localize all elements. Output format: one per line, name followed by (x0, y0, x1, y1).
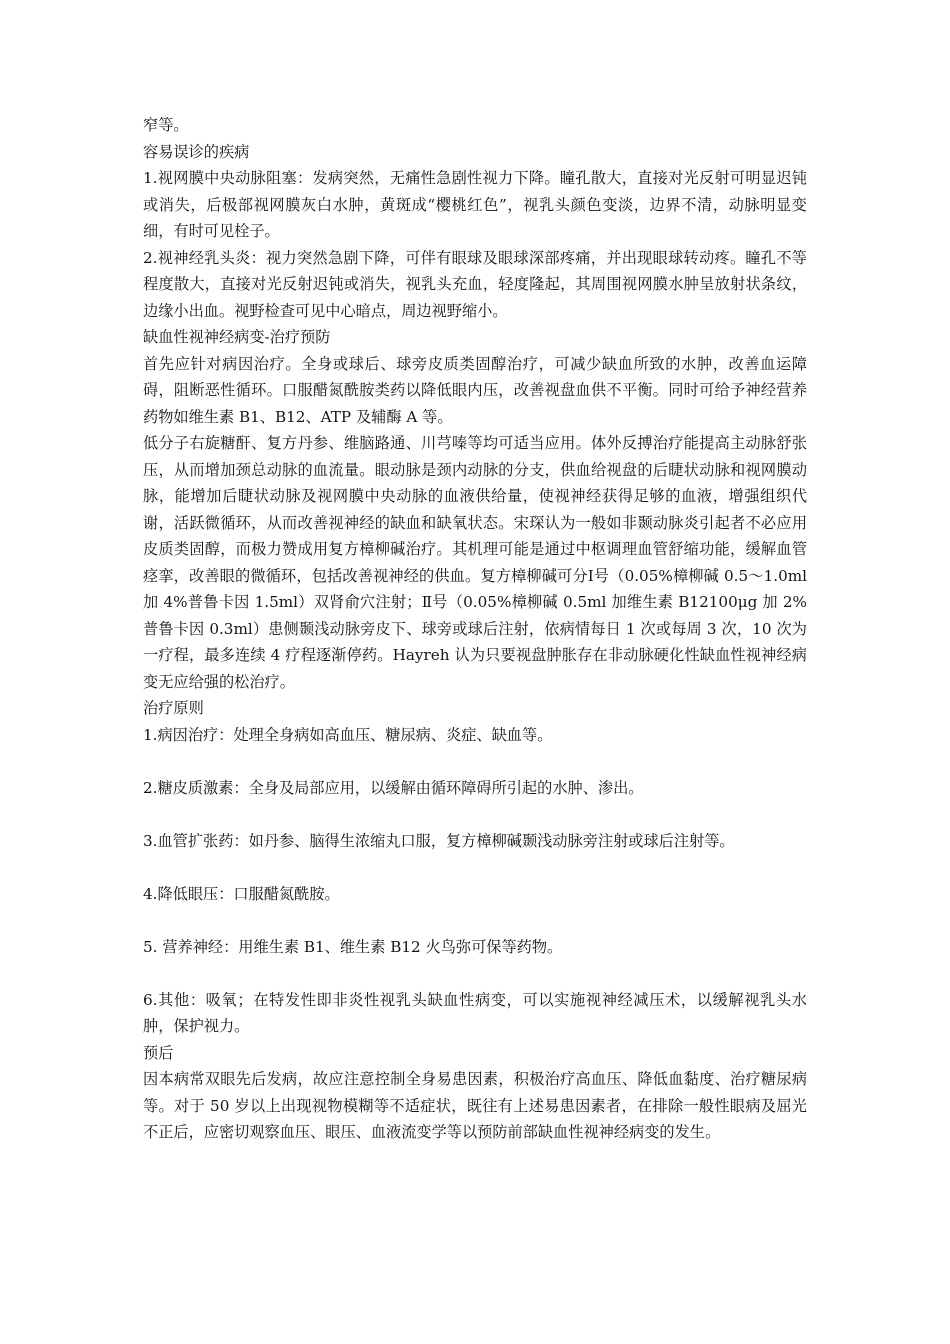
principle-item-5: 5. 营养神经：用维生素 B1、维生素 B12 火鸟弥可保等药物。 (143, 937, 563, 956)
section-heading-treatment-principles: 治疗原则 (143, 699, 204, 717)
document-page (143, 112, 807, 1146)
principle-item-4: 4.降低眼压：口服醋氮酰胺。 (143, 884, 340, 903)
principle-item-6: 6.其他：吸氧；在特发性即非炎性视乳头缺血性病变，可以实施视神经减压术，以缓解视乳头水肿，保护视力。 (143, 990, 807, 1035)
paragraph-papillitis: 2.视神经乳头炎：视力突然急剧下降，可伴有眼球及眼球深部疼痛，并出现眼球转动疼。瞳孔不等程度散大，直接对光反射迟钝或消失，视乳头充血，轻度隆起，其周围视网膜水肿呈放射状条纹，边缘小出血。视野检查可见中心暗点，周边视野缩小。 (143, 248, 807, 320)
principle-item-1: 1.病因治疗：处理全身病如高血压、糖尿病、炎症、缺血等。 (143, 725, 553, 744)
section-heading-treatment-prevention: 缺血性视神经病变-治疗预防 (143, 328, 331, 346)
section-heading-prognosis: 预后 (143, 1043, 174, 1062)
principle-item-2: 2.糖皮质激素：全身及局部应用，以缓解由循环障碍所引起的水肿、渗出。 (143, 778, 644, 797)
paragraph-prognosis: 因本病常双眼先后发病，故应注意控制全身易患因素，积极治疗高血压、降低血黏度、治疗糖尿病等。对于 50 岁以上出现视物模糊等不适症状，既往有上述易患因素者，在排除一般性眼病及屈光不正后，应密切观察血压、眼压、血液流变学等以预防前部缺血性视神经病变的发生。 (143, 1070, 807, 1141)
paragraph-continuation: 窄等。 (143, 116, 189, 134)
paragraph-drug-therapy: 低分子右旋糖酐、复方丹参、维脑路通、川芎嗪等均可适当应用。体外反搏治疗能提高主动脉舒张压，从而增加颈总动脉的血流量。眼动脉是颈内动脉的分支，供血给视盘的后睫状动脉和视网膜动脉，能增加后睫状动脉及视网膜中央动脉的血液供给量，使视神经获得足够的血液，增强组织代谢，活跃微循环，从而改善视神经的缺血和缺氧状态。宋琛认为一般如非颞动脉炎引起者不必应用皮质类固醇，而极力赞成用复方樟柳碱治疗。其机理可能是通过中枢调理血管舒缩功能，缓解血管痉挛，改善眼的微循环，包括改善视神经的供血。复方樟柳碱可分Ⅰ号（0.05%樟柳碱 0.5～1.0ml 加 4%普鲁卡因 1.5ml）双肾俞穴注射；Ⅱ号（0.05%樟柳碱 0.5ml 加维生素 B12100μg 加 2%普鲁卡因 0.3ml）患侧颞浅动脉旁皮下、球旁或球后注射，依病情每日 1 次或每周 3 次，10 次为一疗程，最多连续 4 疗程逐渐停药。Hayreh 认为只要视盘肿胀存在非动脉硬化性缺血性视神经病变无应给强的松治疗。 (143, 434, 807, 691)
section-heading-misdiagnosis: 容易误诊的疾病 (143, 142, 250, 161)
paragraph-etiology-treatment: 首先应针对病因治疗。全身或球后、球旁皮质类固醇治疗，可减少缺血所致的水肿，改善血运障碍，阻断恶性循环。口服醋氮酰胺类药以降低眼内压，改善视盘血供不平衡。同时可给予神经营养药物如维生素 B1、B12、ATP 及辅酶 A 等。 (143, 354, 807, 426)
paragraph-crao: 1.视网膜中央动脉阻塞：发病突然，无痛性急剧性视力下降。瞳孔散大，直接对光反射可明显迟钝或消失，后极部视网膜灰白水肿，黄斑成“樱桃红色”，视乳头颜色变淡，边界不清，动脉明显变细，有时可见栓子。 (143, 169, 807, 240)
principle-item-3: 3.血管扩张药：如丹参、脑得生浓缩丸口服，复方樟柳碱颞浅动脉旁注射或球后注射等。 (143, 831, 735, 850)
